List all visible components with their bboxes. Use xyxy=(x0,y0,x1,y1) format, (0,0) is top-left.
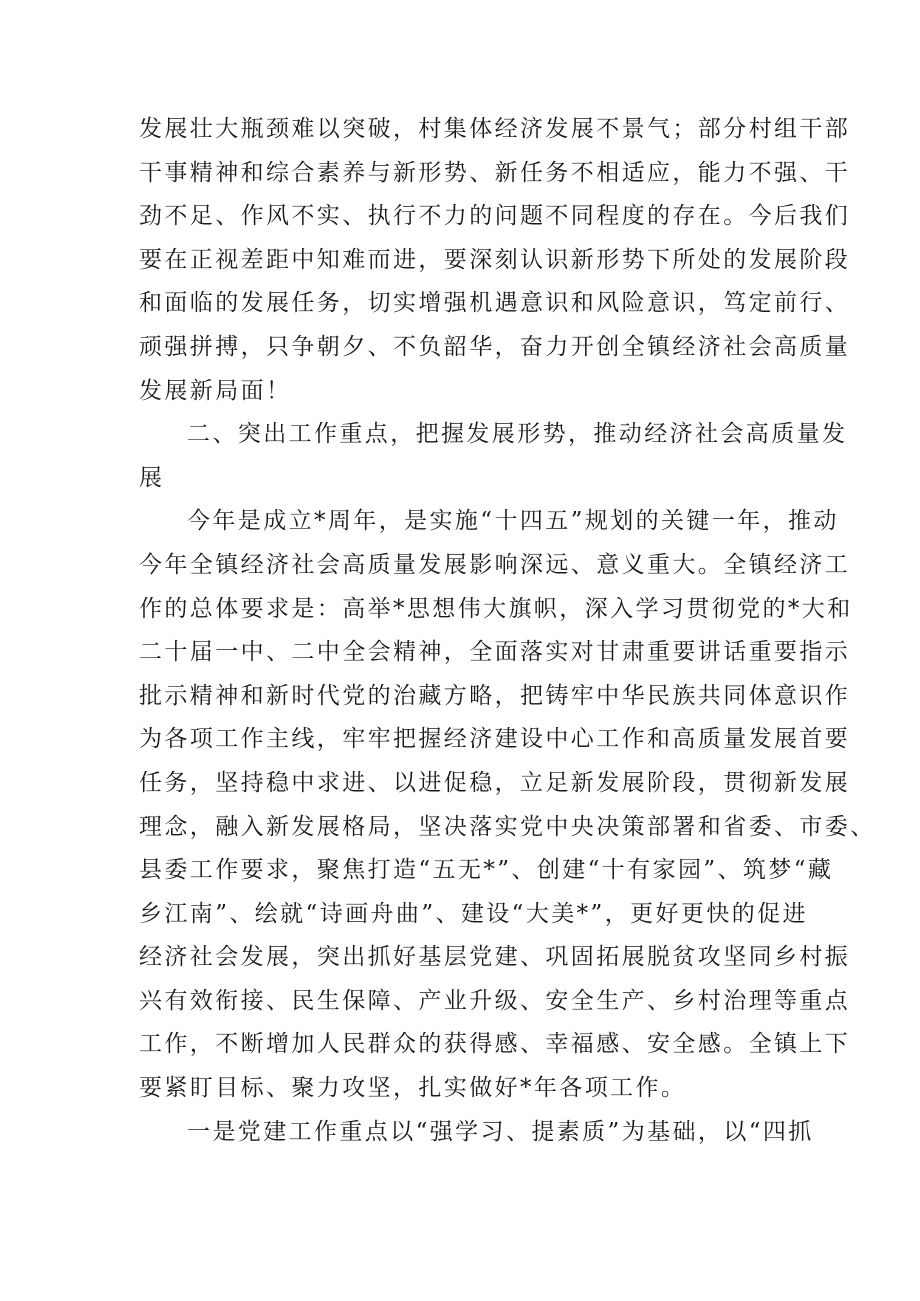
paragraph-line: 理念，融入新发展格局，坚决落实党中央决策部署和省委、市委、 xyxy=(139,813,876,840)
paragraph-line: 作的总体要求是：高举*思想伟大旗帜，深入学习贯彻党的*大和 xyxy=(139,595,853,622)
paragraph-line: 和面临的发展任务，切实增强机遇意识和风险意识，笃定前行、 xyxy=(139,290,851,317)
section-heading-line: 二、突出工作重点，把握发展形势，推动经济社会高质量发 xyxy=(187,421,848,448)
paragraph-line: 二十届一中、二中全会精神，全面落实对甘肃重要讲话重要指示 xyxy=(139,639,851,666)
paragraph-line: 今年是成立*周年，是实施“十四五”规划的关键一年，推动 xyxy=(187,508,839,535)
paragraph-line: 任务，坚持稳中求进、以进促稳，立足新发展阶段，贯彻新发展 xyxy=(139,769,851,796)
paragraph-line: 兴有效衔接、民生保障、产业升级、安全生产、乡村治理等重点 xyxy=(139,987,851,1014)
paragraph-line: 工作，不断增加人民群众的获得感、幸福感、安全感。全镇上下 xyxy=(139,1031,851,1058)
section-heading-line: 展 xyxy=(139,464,165,491)
body-text xyxy=(139,108,876,1154)
paragraph-line: 乡江南”、绘就“诗画舟曲”、建设“大美*”，更好更快的促进 xyxy=(139,900,808,927)
paragraph-line: 要在正视差距中知难而进，要深刻认识新形势下所处的发展阶段 xyxy=(139,246,851,273)
paragraph-line: 发展壮大瓶颈难以突破，村集体经济发展不景气；部分村组干部 xyxy=(139,116,851,142)
paragraph-line: 一是党建工作重点以“强学习、提素质”为基础，以“四抓 xyxy=(187,1118,814,1145)
paragraph-line: 要紧盯目标、聚力攻坚，扎实做好*年各项工作。 xyxy=(139,1075,687,1102)
paragraph-line: 为各项工作主线，牢牢把握经济建设中心工作和高质量发展首要 xyxy=(139,726,851,753)
paragraph-line: 劲不足、作风不实、执行不力的问题不同程度的存在。今后我们 xyxy=(139,203,851,230)
paragraph-line: 顽强拼搏，只争朝夕、不负韶华，奋力开创全镇经济社会高质量 xyxy=(139,333,851,360)
paragraph-line: 今年全镇经济社会高质量发展影响深远、意义重大。全镇经济工 xyxy=(139,551,851,578)
paragraph-line: 经济社会发展，突出抓好基层党建、巩固拓展脱贫攻坚同乡村振 xyxy=(139,944,851,971)
paragraph-line: 批示精神和新时代党的治藏方略，把铸牢中华民族共同体意识作 xyxy=(139,682,851,709)
paragraph-line: 县委工作要求，聚焦打造“五无*”、创建“十有家园”、筑梦“藏 xyxy=(139,857,834,884)
paragraph-line: 发展新局面！ xyxy=(139,377,292,404)
paragraph-line: 干事精神和综合素养与新形势、新任务不相适应，能力不强、干 xyxy=(139,159,851,186)
